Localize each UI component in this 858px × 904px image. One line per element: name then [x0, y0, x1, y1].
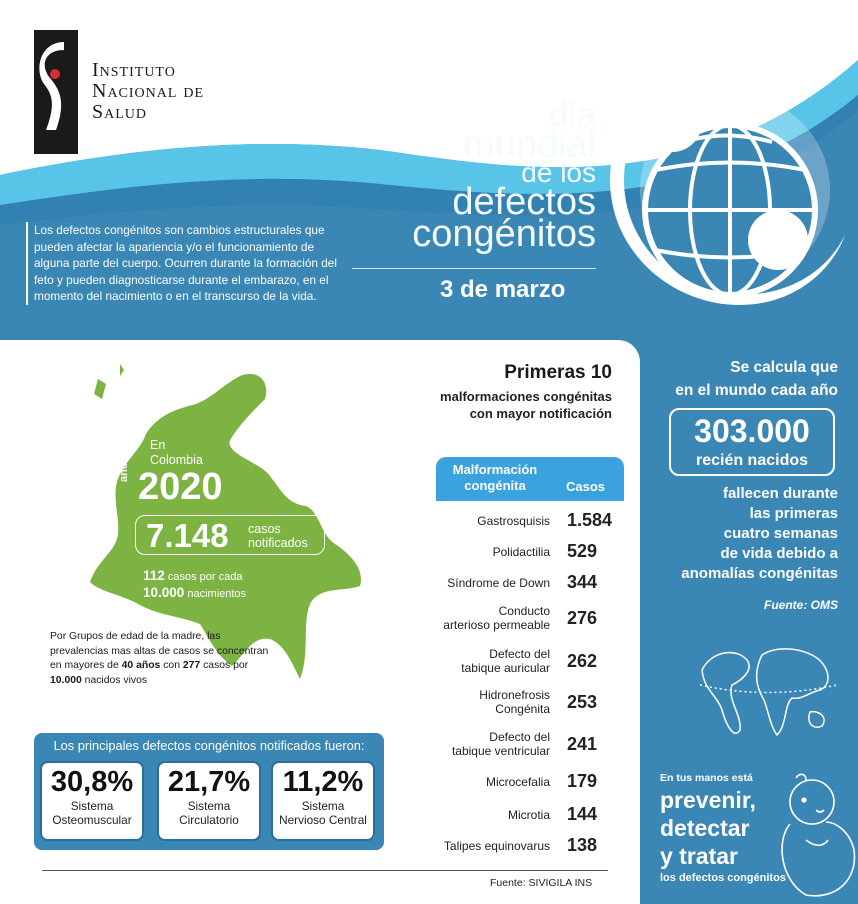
row-name	[380, 730, 550, 758]
row-name-line: Defecto del	[489, 730, 550, 744]
row-name-line: tabique ventricular	[451, 744, 550, 758]
hands-verb: detectar	[660, 815, 750, 841]
rate-value: 112	[143, 568, 165, 583]
age-note-cases: 277	[182, 660, 201, 672]
country-label	[150, 438, 203, 468]
column-header-name	[442, 462, 548, 494]
top10-heading	[440, 362, 612, 422]
row-cases: 1.584	[567, 510, 613, 530]
cases-label-1: casos	[248, 522, 281, 536]
title-line-2: mundial	[462, 124, 596, 166]
hands-verb: y tratar	[660, 843, 738, 869]
top10-title: Primeras 10	[504, 362, 612, 383]
world-map-icon	[692, 630, 842, 760]
stat-value: 11,2%	[282, 766, 364, 798]
global-intro	[675, 356, 838, 402]
stat-label: Nervioso Central	[279, 813, 367, 827]
cases-box	[135, 515, 325, 555]
row-name	[380, 688, 550, 716]
row-name-line: Hidronefrosis	[479, 688, 550, 702]
top10-subtitle-2: con mayor notificación	[469, 406, 612, 421]
row-name-line: Síndrome de Down	[447, 576, 550, 590]
age-note-age: 40 años	[121, 660, 161, 672]
cases-value: 7.148	[146, 517, 229, 554]
row-name-line: arterioso permeable	[443, 618, 550, 632]
row-name-line: Congénita	[495, 702, 550, 716]
row-name-line: Microtia	[507, 808, 550, 822]
global-after-line: anomalías congénitas	[681, 565, 838, 582]
row-name	[380, 808, 550, 822]
row-name-line: Defecto del	[489, 647, 550, 661]
row-cases: 276	[567, 608, 598, 628]
age-note-part-2: con	[160, 660, 183, 672]
row-name	[380, 576, 550, 590]
stat-label: Circulatorio	[179, 813, 239, 827]
cases-label-2: notificados	[248, 536, 308, 550]
row-cases: 179	[567, 771, 598, 791]
row-cases: 241	[567, 734, 598, 754]
global-intro-line-1: Se calcula que	[730, 359, 838, 376]
logo-line-2: Nacional de	[92, 80, 205, 102]
intro-text: Los defectos congénitos son cambios estructurales que pueden afectar la apariencia y/o el funcionamiento de alguna parte del cuerpo. Ocurren durante la formación del feto y pueden diagnosticarse durante el embarazo, en el momento del nacimiento o en el transcurso de la vida.	[26, 222, 344, 305]
global-after-line: cuatro semanas	[723, 525, 838, 542]
stat-label: Sistema	[301, 799, 345, 813]
row-cases: 144	[567, 804, 598, 824]
rate-base-value: 10.000	[143, 585, 185, 600]
stat-label: Sistema	[70, 799, 114, 813]
globe-icon	[600, 50, 850, 320]
row-name	[380, 647, 550, 675]
rate-label: casos por cada	[167, 571, 243, 583]
top10-subtitle-1: malformaciones congénitas	[440, 389, 612, 404]
footer-divider	[42, 870, 608, 871]
row-cases: 529	[567, 541, 598, 561]
global-number-box	[669, 408, 835, 476]
baby-icon	[776, 770, 858, 900]
main-panel	[0, 340, 640, 904]
stat-value: 21,7%	[167, 766, 251, 798]
age-note	[50, 630, 272, 688]
year-value: 2020	[138, 466, 223, 508]
age-note-part-1: Por Grupos de edad de la madre, las prevalencias mas altas de casos se concentran en mayores de	[50, 631, 269, 672]
hands-outro: los defectos congénitos	[660, 872, 786, 884]
row-cases: 262	[567, 651, 598, 671]
hands-verb: prevenir,	[660, 787, 756, 813]
column-header-name-2: congénita	[464, 478, 526, 493]
title-line-4: defectos	[452, 181, 596, 223]
global-after-line: las primeras	[749, 505, 838, 522]
row-name	[380, 839, 550, 853]
logo-line-3: Salud	[92, 101, 148, 123]
global-intro-line-2: en el mundo cada año	[675, 382, 838, 399]
title-line-1: día	[548, 96, 596, 134]
principal-defects-box	[34, 733, 384, 850]
row-name	[380, 775, 550, 789]
global-number: 303.000	[694, 413, 810, 449]
stat-label: Osteomuscular	[52, 813, 132, 827]
table-source: Fuente: SIVIGILA INS	[490, 877, 593, 889]
global-after	[681, 484, 838, 584]
column-header-name-1: Malformación	[452, 462, 538, 477]
table-header	[436, 457, 624, 501]
global-source: Fuente: OMS	[764, 598, 838, 612]
ins-logo-text	[92, 60, 204, 123]
row-name	[380, 514, 550, 528]
stat-card	[157, 761, 261, 841]
in-label: En	[150, 438, 166, 452]
title-line-3: de los	[521, 157, 596, 188]
row-name-line: Microcefalia	[485, 775, 550, 789]
row-name-line: Polidactilia	[492, 545, 550, 559]
ins-logo-icon	[34, 30, 78, 154]
row-name	[380, 545, 550, 559]
logo-line-1: Instituto	[92, 59, 176, 81]
row-name-line: tabique auricular	[461, 661, 550, 675]
row-name-line: Gastrosquisis	[477, 514, 550, 528]
cases-label	[248, 522, 308, 550]
stat-label: Sistema	[187, 799, 231, 813]
age-note-base: 10.000	[50, 674, 82, 686]
principal-title: Los principales defectos congénitos notificados fueron:	[53, 738, 365, 753]
stat-value: 30,8%	[50, 766, 134, 798]
row-cases: 253	[567, 692, 598, 712]
row-cases: 344	[567, 572, 598, 592]
age-note-part-4: nacidos vivos	[81, 674, 148, 686]
hands-verbs	[660, 786, 756, 870]
header	[0, 0, 858, 340]
stat-card	[271, 761, 375, 841]
title-line-5: congénitos	[412, 213, 596, 255]
row-name-line: Conducto	[498, 604, 550, 618]
rate-base-label: nacimientos	[187, 588, 247, 600]
year-prefix: año	[118, 462, 130, 482]
title-divider	[352, 268, 596, 269]
row-cases: 138	[567, 835, 598, 855]
event-date: 3 de marzo	[440, 276, 566, 303]
global-after-line: fallecen durante	[722, 485, 838, 502]
stat-card	[40, 761, 144, 841]
country-name: Colombia	[150, 453, 203, 467]
global-after-line: de vida debido a	[720, 545, 838, 562]
column-header-cases: Casos	[566, 479, 606, 494]
age-note-part-3: casos por	[200, 660, 249, 672]
page-title	[412, 96, 596, 255]
hands-intro: En tus manos está	[660, 772, 753, 784]
global-number-label: recién nacidos	[695, 452, 809, 469]
row-name	[380, 604, 550, 632]
row-name-line: Talipes equinovarus	[443, 839, 550, 853]
rate-text	[143, 568, 246, 602]
